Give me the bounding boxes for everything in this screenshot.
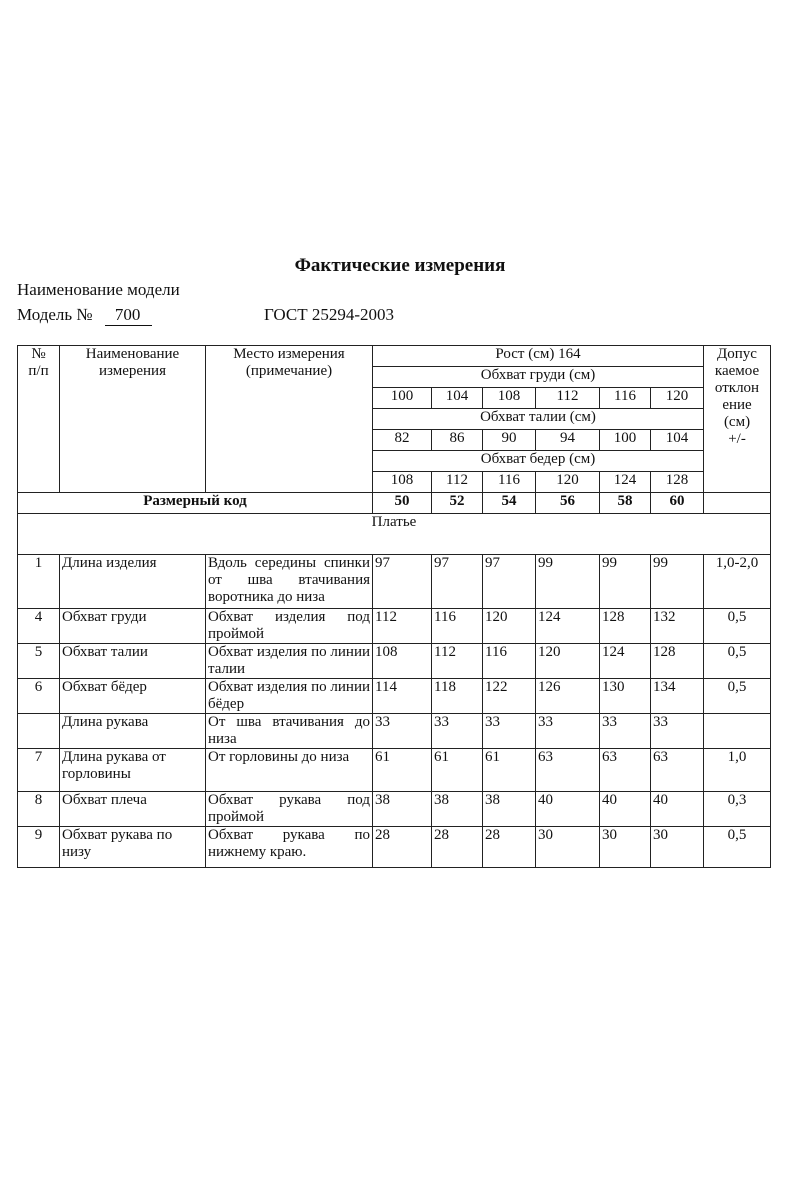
hips-value: 116 — [483, 472, 536, 493]
table-row — [18, 749, 771, 792]
row-value: 28 — [373, 827, 432, 868]
row-value: 33 — [432, 714, 483, 749]
row-value: 33 — [651, 714, 704, 749]
row-number: 1 — [18, 555, 60, 609]
size-code: 54 — [483, 493, 536, 514]
row-value: 33 — [373, 714, 432, 749]
row-number: 5 — [18, 644, 60, 679]
table-row — [18, 555, 771, 609]
hips-value: 108 — [373, 472, 432, 493]
row-value: 30 — [600, 827, 651, 868]
row-number: 7 — [18, 749, 60, 792]
row-place: От шва втачивания до низа — [206, 714, 373, 749]
header-row-height — [18, 346, 771, 367]
row-name: Длина изделия — [60, 555, 206, 609]
row-value: 30 — [536, 827, 600, 868]
row-value: 122 — [483, 679, 536, 714]
header-tolerance: Допус каемое отклон ение (см) +/- — [704, 346, 771, 493]
row-number: 8 — [18, 792, 60, 827]
size-code: 50 — [373, 493, 432, 514]
row-tolerance: 0,5 — [704, 644, 771, 679]
row-value: 97 — [483, 555, 536, 609]
waist-value: 100 — [600, 430, 651, 451]
row-place: Обхват рукава по нижнему краю. — [206, 827, 373, 868]
row-value: 134 — [651, 679, 704, 714]
row-tolerance: 0,5 — [704, 679, 771, 714]
header-no: № п/п — [18, 346, 60, 493]
row-value: 99 — [651, 555, 704, 609]
row-value: 28 — [483, 827, 536, 868]
row-value: 33 — [600, 714, 651, 749]
row-value: 99 — [600, 555, 651, 609]
section-row — [18, 514, 771, 555]
chest-value: 108 — [483, 388, 536, 409]
chest-value: 104 — [432, 388, 483, 409]
header-height: Рост (см) 164 — [373, 346, 704, 367]
model-number-line — [17, 305, 152, 326]
size-code-tolerance-blank — [704, 493, 771, 514]
row-value: 130 — [600, 679, 651, 714]
row-name: Длина рукава от горловины — [60, 749, 206, 792]
row-place: Вдоль середины спинки от шва втачивания воротника до низа — [206, 555, 373, 609]
row-value: 63 — [600, 749, 651, 792]
header-hips-label: Обхват бедер (см) — [373, 451, 704, 472]
document-title: Фактические измерения — [294, 255, 506, 276]
row-place: Обхват изделия по линии бёдер — [206, 679, 373, 714]
waist-value: 104 — [651, 430, 704, 451]
row-place: От горловины до низа — [206, 749, 373, 792]
row-name: Обхват плеча — [60, 792, 206, 827]
row-tolerance: 0,5 — [704, 827, 771, 868]
row-value: 38 — [483, 792, 536, 827]
section-title: Платье — [18, 514, 771, 555]
waist-value: 82 — [373, 430, 432, 451]
row-tolerance: 1,0-2,0 — [704, 555, 771, 609]
row-value: 99 — [536, 555, 600, 609]
row-value: 40 — [651, 792, 704, 827]
header-chest-label: Обхват груди (см) — [373, 367, 704, 388]
chest-value: 112 — [536, 388, 600, 409]
row-value: 132 — [651, 609, 704, 644]
row-value: 126 — [536, 679, 600, 714]
row-value: 128 — [600, 609, 651, 644]
waist-value: 86 — [432, 430, 483, 451]
row-value: 63 — [651, 749, 704, 792]
row-number: 4 — [18, 609, 60, 644]
row-place: Обхват изделия по линии талии — [206, 644, 373, 679]
header-place: Место измерения (примечание) — [206, 346, 373, 493]
row-value: 118 — [432, 679, 483, 714]
header-name: Наименование измерения — [60, 346, 206, 493]
gost-standard: ГОСТ 25294-2003 — [264, 305, 395, 324]
row-name: Длина рукава — [60, 714, 206, 749]
table-row — [18, 792, 771, 827]
row-value: 114 — [373, 679, 432, 714]
row-value: 116 — [483, 644, 536, 679]
waist-value: 94 — [536, 430, 600, 451]
row-number: 6 — [18, 679, 60, 714]
table-row — [18, 679, 771, 714]
row-value: 97 — [373, 555, 432, 609]
model-number-label: Модель № — [17, 305, 93, 324]
size-code: 56 — [536, 493, 600, 514]
size-code: 58 — [600, 493, 651, 514]
row-value: 40 — [536, 792, 600, 827]
row-number: 9 — [18, 827, 60, 868]
model-number-value: 700 — [105, 305, 153, 326]
row-name: Обхват бёдер — [60, 679, 206, 714]
chest-value: 120 — [651, 388, 704, 409]
hips-value: 124 — [600, 472, 651, 493]
header-waist-label: Обхват талии (см) — [373, 409, 704, 430]
size-code: 60 — [651, 493, 704, 514]
row-value: 33 — [536, 714, 600, 749]
row-tolerance: 1,0 — [704, 749, 771, 792]
row-tolerance: 0,5 — [704, 609, 771, 644]
row-value: 40 — [600, 792, 651, 827]
row-value: 124 — [536, 609, 600, 644]
table-row — [18, 714, 771, 749]
size-code-label: Размерный код — [18, 493, 373, 514]
row-number — [18, 714, 60, 749]
hips-value: 128 — [651, 472, 704, 493]
table-row — [18, 644, 771, 679]
row-tolerance — [704, 714, 771, 749]
row-value: 112 — [432, 644, 483, 679]
row-value: 61 — [373, 749, 432, 792]
row-name: Обхват рукава по низу — [60, 827, 206, 868]
row-value: 120 — [536, 644, 600, 679]
measurements-table — [17, 345, 771, 868]
row-value: 63 — [536, 749, 600, 792]
row-place: Обхват рукава под проймой — [206, 792, 373, 827]
row-value: 61 — [432, 749, 483, 792]
chest-value: 116 — [600, 388, 651, 409]
row-name: Обхват талии — [60, 644, 206, 679]
size-code: 52 — [432, 493, 483, 514]
row-value: 61 — [483, 749, 536, 792]
row-value: 38 — [373, 792, 432, 827]
model-name-label: Наименование модели — [17, 280, 180, 299]
table-row — [18, 827, 771, 868]
hips-value: 112 — [432, 472, 483, 493]
row-place: Обхват изделия под проймой — [206, 609, 373, 644]
chest-value: 100 — [373, 388, 432, 409]
waist-value: 90 — [483, 430, 536, 451]
row-value: 97 — [432, 555, 483, 609]
row-value: 112 — [373, 609, 432, 644]
row-value: 108 — [373, 644, 432, 679]
row-value: 33 — [483, 714, 536, 749]
row-value: 128 — [651, 644, 704, 679]
size-code-row — [18, 493, 771, 514]
row-tolerance: 0,3 — [704, 792, 771, 827]
row-value: 30 — [651, 827, 704, 868]
row-value: 116 — [432, 609, 483, 644]
row-value: 124 — [600, 644, 651, 679]
row-value: 28 — [432, 827, 483, 868]
row-value: 38 — [432, 792, 483, 827]
row-name: Обхват груди — [60, 609, 206, 644]
table-row — [18, 609, 771, 644]
hips-value: 120 — [536, 472, 600, 493]
row-value: 120 — [483, 609, 536, 644]
